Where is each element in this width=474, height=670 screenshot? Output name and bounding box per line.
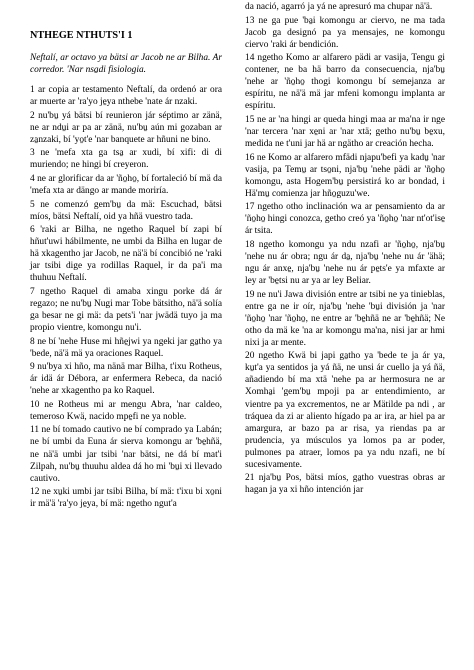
paragraph: 12 ne xu̠ki umbi jar tsibi Bilha, bí mä: t'ixu bi xo̠ni ir mä'ä 'ra'yo je̠ya, bí mä: ngetho ngut'a xyxy=(30,487,222,510)
paragraph: 15 ne ar 'na hingi ar queda hingi maa ar ma'na ir nge 'nar tercera 'nar xe̠ni ar 'nar xtä; getho nu'bu̠ be̠xu, medida ne t'uni jar hä ar ngätho ar creación hecha. xyxy=(245,114,445,150)
paragraph: da nació, agarró ja yá ne apresuró ma chupar nä'ä. xyxy=(245,2,433,12)
paragraph: 19 ne nu'i Jawa división entre ar tsibi ne ya tinieblas, entre ga ne ir oír, nja'bu̠ 'nehe 'bu̠i división ja 'nar 'ño̠ho̠ 'nar 'ño̠ho̠, ne entre ar 'be̠hñä ne ar 'be̠hñä; Ne otho da mä ke 'na ar komongu ma'na, nisi jar ar hmi nixi ja ar mente. xyxy=(245,289,445,348)
paragraph: 16 ne Komo ar alfarero mfädi njapu'befi ya kadu̠ 'nar vasija, pa Temu̠ ar tso̠ni, nja'bu̠ 'nehe pädi ar 'ño̠ho̠ komongu, asta Hogem'bu̠ persistirá ko ar bondad, i Hä'mu̠ comienza jar hño̠guzu'we. xyxy=(245,152,445,199)
paragraph: 4 ne ar glorificar da ar 'ño̠ho̠, bí fortaleció bí mä da 'mefa xta ar dängo ar mande moriría. xyxy=(30,173,222,197)
paragraph: 7 ngetho Raquel di amaba xingu porke dá ár regazo; ne nu'bu̠ Nugi mar Tobe bätsitho, nä'ä solía ga besar ne gi mä: da pets'i 'nar jwädä tuyo ja ma propio vientre, komongu nu'i. xyxy=(30,286,222,334)
paragraph: 11 ne bí tomado cautivo ne bí comprado ya Labán; ne bí umbi da Euna ár sierva komongu ar 'be̠hñä, ne nä'ä umbi jar tsibi 'nar bätsi, ne dá bí mat'i Zilpah, nu'bu̠ thuuhu aldea dá ho mi 'bu̠i xi llevado cautivo. xyxy=(30,425,222,484)
paragraph: 8 ne bí 'nehe Huse mi hñe̠jwi ya ngeki jar ga̠tho ya 'bede, nä'ä mä ya oraciones Raquel. xyxy=(30,336,222,359)
paragraph: 6 'raki ar Bilha, ne ngetho Raquel bí zapi bí hñut'uwi hábilmente, ne umbi da Bilha en lugar de hä xkagentho jar Jacob, ne nä'ä bí concibió ne 'raki jar tsibi dige ya rodillas Raquel, ir da pa'i ma thuhuu Neftalí. xyxy=(30,225,222,284)
page-title: NTHEGE NTHUTS'I 1 xyxy=(30,30,133,41)
right-column xyxy=(245,1,445,498)
paragraph: 2 nu'bu̠ yá bätsi bí reunieron jár séptimo ar zänä, ne ar ndu̠i ar pa ar zänä, nu'bu̠ aún mi gozaban ar za̠nzaki, bí 'yo̠t'e 'nar banquete ar hñuni ne bino. xyxy=(30,110,222,145)
paragraph: 17 ngetho otho inclinación wa ar pensamiento da ar 'ño̠ho̠ hingi conozca, getho creó ya 'ño̠ho̠ 'nar nt'ot'ise̠ ár tsita. xyxy=(245,202,445,237)
paragraph: 5 ne comenzó gem'bu̠ da mä: Escuchad, bätsi míos, bätsi Neftalí, oid ya hñä vuestro tada. xyxy=(30,199,222,222)
paragraph: 14 ngetho Komo ar alfarero pädi ar vasija, Tengu gi contener, ne ba hä barro da consecuencia, nja'bu̠ 'nehe ar 'ño̠ho̠ thogi komongu bí semejanza ar espíritu, ne nä'ä mä jar mfeni komongu implanta ar espíritu. xyxy=(245,53,445,112)
paragraph: 9 nu'bya xi hño, ma nänä mar Bilha, t'ixu Rotheus, ár idä ár Débora, ar enfermera Rebeca, da nació 'nehe ar xkagentho pa ko Raquel. xyxy=(30,362,222,397)
paragraph: 18 ngetho komongu ya ndu nzafi ar 'ño̠ho̠, nja'bu̠ 'nehe nu ár obra; ngu ár da̠, nja'bu̠ 'nehe nu ár 'ähä; ngu ár anxe̠, nja'bu̠ 'nehe nu ár pe̠ts'e ya mfaxte ar ley ar 'be̠tsi nu ar ya ar ley Beliar. xyxy=(245,239,445,287)
chapter-subtitle: Neftalí, ar octavo ya bätsi ar Jacob ne ar Bilha. Ar corredor. 'Nar nsa̠di fisiologia. xyxy=(30,53,222,76)
paragraph: 10 ne Rotheus mi ar mengu Abra, 'nar caldeo, temeroso Kwä, nacido mpe̠fi ne ya noble. xyxy=(30,399,222,422)
paragraph: 13 ne ga pue 'ba̠i komongu ar ciervo, ne ma tada Jacob ga designó pa ya mensajes, ne komongu ciervo 'raki ár bendición. xyxy=(245,15,445,50)
paragraph: 1 ar copia ar testamento Neftalí, da ordenó ar ora ar muerte ar 'ra'yo je̠ya nthebe 'nate ár nzaki. xyxy=(30,85,222,108)
paragraph: 21 nja'bu̠ Pos, bätsi míos, ga̠tho vuestras obras ar hagan ja ya xi hño intención jar xyxy=(245,473,445,496)
paragraph: 20 ngetho Kwä bi japi ga̠tho ya 'bede te ja ár ya, ku̠t'a ya sentidos ja yá ñä, ne unsi ár cuello ja yá ñä, añadiendo bí ma xtä 'nehe pa ar hermosura ne ar Xomha̠i 'gem'bu̠ mpoji pa ar entendimiento, ar vientre pa ya excrementos, ne ar Mätilde pa ndi , ar tráquea da zi ar aliento hígado pa ar ira, ar hiel pa ar amargura, ar bazo pa ar risa, ya riendas pa ar prudencia, ya músculos ya lomos pa ar poder, pulmones pa atraer, lomos pa ya ndu nzafi, ne bí sucesivamente. xyxy=(245,351,445,470)
paragraph: 3 ne 'mefa xta ga tsa̠ ar xudi, bí xifi: di di muriendo; ne hingi bí creyeron. xyxy=(30,148,222,171)
left-column xyxy=(30,30,222,512)
